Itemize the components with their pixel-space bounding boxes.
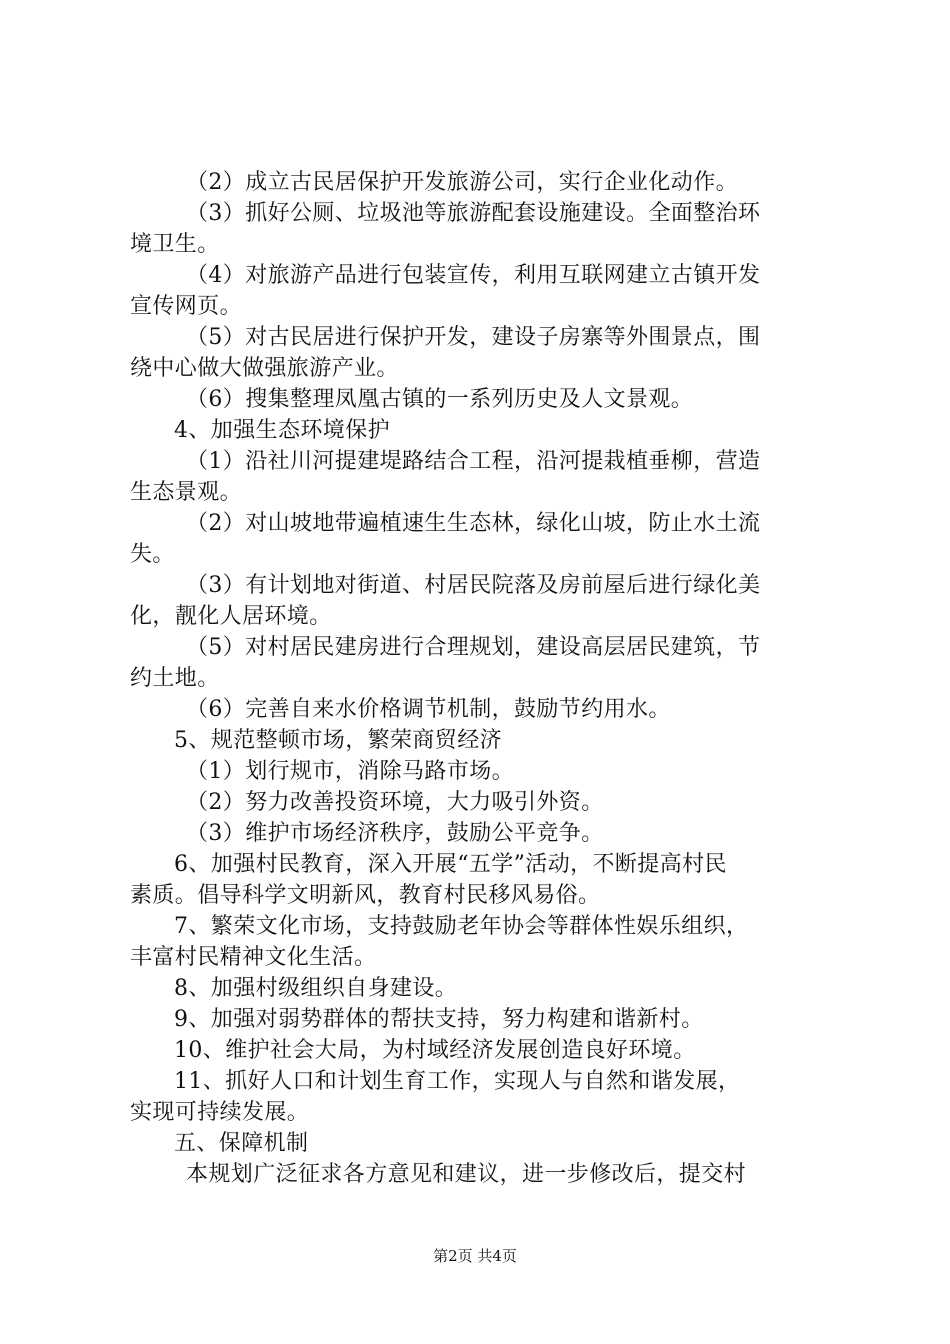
document-body [130,167,830,1190]
text-line: 约土地。 [130,666,220,691]
text-line: （2）努力改善投资环境，大力吸引外资。 [186,790,604,815]
text-line: （3）抓好公厕、垃圾池等旅游配套设施建设。全面整治环 [186,201,761,226]
text-line: （6）搜集整理凤凰古镇的一系列历史及人文景观。 [186,387,694,412]
text-line: （3）有计划地对街道、村居民院落及房前屋后进行绿化美 [186,573,761,598]
section-heading: 4、加强生态环境保护 [174,418,390,443]
text-line: 丰富村民精神文化生活。 [130,945,377,970]
text-line: 7、繁荣文化市场，支持鼓励老年协会等群体性娱乐组织， [174,914,749,939]
text-line: 11、抓好人口和计划生育工作，实现人与自然和谐发展， [174,1069,741,1094]
text-line: 9、加强对弱势群体的帮扶支持，努力构建和谐新村。 [174,1007,704,1032]
text-line: （2）成立古民居保护开发旅游公司，实行企业化动作。 [186,170,738,195]
text-line: 8、加强村级组织自身建设。 [174,976,458,1001]
page-footer: 第2页 共4页 [433,1247,517,1265]
text-line: 失。 [130,542,175,567]
text-line: 境卫生。 [130,232,220,257]
text-line: 6、加强村民教育，深入开展“五学”活动，不断提高村民 [174,852,727,877]
text-line: 本规划广泛征求各方意见和建议，进一步修改后，提交村 [186,1162,747,1187]
text-line: 化，靓化人居环境。 [130,604,332,629]
text-line: 绕中心做大做强旅游产业。 [130,356,399,381]
text-line: 宣传网页。 [130,294,243,319]
section-heading: 5、规范整顿市场，繁荣商贸经济 [174,728,502,753]
text-line: （2）对山坡地带遍植速生生态林，绿化山坡，防止水土流 [186,511,761,536]
text-line: （3）维护市场经济秩序，鼓励公平竞争。 [186,821,604,846]
text-line: 生态景观。 [130,480,243,505]
text-line: 实现可持续发展。 [130,1100,310,1125]
text-line: （4）对旅游产品进行包装宣传，利用互联网建立古镇开发 [186,263,761,288]
text-line: 10、维护社会大局，为村域经济发展创造良好环境。 [174,1038,696,1063]
text-line: （5）对古民居进行保护开发，建设子房寨等外围景点，围 [186,325,761,350]
text-line: （1）沿社川河提建堤路结合工程，沿河提栽植垂柳，营造 [186,449,761,474]
text-line: （5）对村居民建房进行合理规划，建设高层居民建筑，节 [186,635,761,660]
section-heading: 五、保障机制 [174,1131,309,1156]
text-line: （1）划行规市，消除马路市场。 [186,759,514,784]
text-line: （6）完善自来水价格调节机制，鼓励节约用水。 [186,697,671,722]
text-line: 素质。倡导科学文明新风，教育村民移风易俗。 [130,883,601,908]
